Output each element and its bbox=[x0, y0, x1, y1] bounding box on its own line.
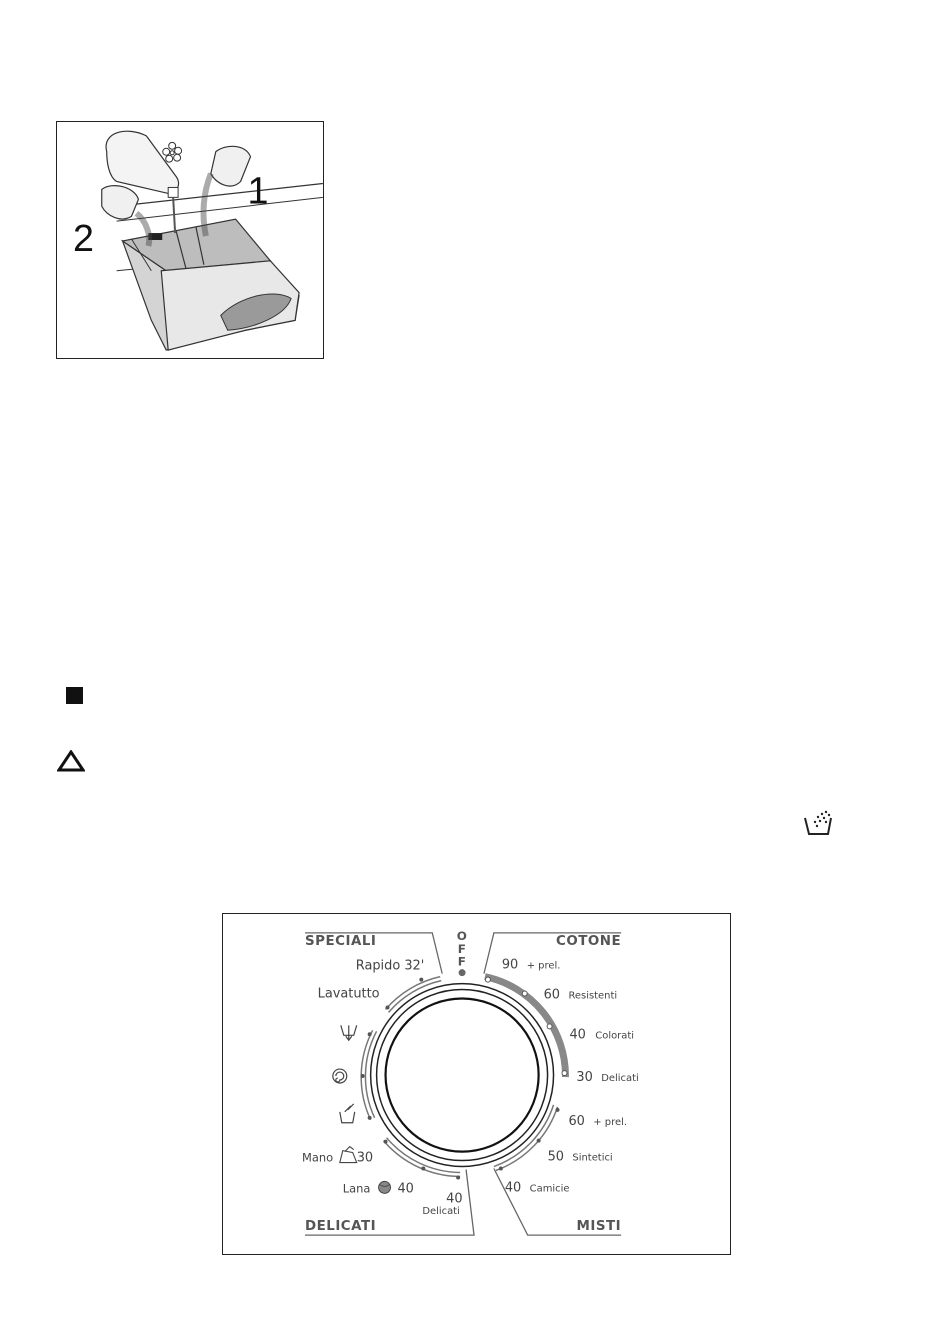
program-lana-name: Lana bbox=[342, 1181, 371, 1196]
cotone-60-name: Resistenti bbox=[568, 990, 618, 1002]
program-delicati-name: Delicati bbox=[422, 1206, 460, 1218]
off-letter-f1: F bbox=[457, 941, 467, 956]
program-mano-temp: 30 bbox=[356, 1150, 374, 1166]
programme-selector-panel bbox=[222, 913, 731, 1255]
section-misti: MISTI bbox=[576, 1219, 622, 1235]
misti-40-temp: 40 bbox=[504, 1180, 522, 1196]
program-lavatutto: Lavatutto bbox=[317, 986, 380, 1002]
program-lana-temp: 40 bbox=[397, 1181, 414, 1197]
section-delicati: DELICATI bbox=[305, 1219, 377, 1235]
spin-icon bbox=[333, 1069, 347, 1083]
cotone-60-temp: 60 bbox=[543, 987, 561, 1003]
compartment-label-1: 1 bbox=[247, 169, 269, 212]
section-speciali: SPECIALI bbox=[305, 933, 377, 949]
softener-flower-icon bbox=[163, 142, 182, 162]
cotone-40-name: Colorati bbox=[595, 1030, 635, 1042]
cotone-40-temp: 40 bbox=[569, 1027, 586, 1043]
detergent-drawer-figure bbox=[56, 121, 324, 359]
misti-50-temp: 50 bbox=[547, 1149, 565, 1165]
detergent-drawer-illustration bbox=[57, 122, 323, 358]
compartment-label-2: 2 bbox=[72, 216, 94, 259]
programme-knob[interactable] bbox=[386, 999, 539, 1152]
section-cotone: COTONE bbox=[556, 933, 622, 949]
off-letter-f2: F bbox=[457, 954, 467, 969]
programme-dial-diagram bbox=[223, 914, 730, 1254]
misti-60-temp: 60 bbox=[568, 1113, 585, 1129]
cotone-30-temp: 30 bbox=[576, 1070, 593, 1086]
off-position-dot bbox=[459, 969, 466, 976]
info-square-icon bbox=[66, 687, 83, 704]
wool-icon bbox=[379, 1181, 391, 1193]
hand-wash-icon bbox=[340, 1147, 357, 1163]
rinse-icon bbox=[340, 1104, 355, 1123]
program-delicati-temp: 40 bbox=[446, 1191, 463, 1207]
warning-triangle-icon bbox=[57, 750, 85, 772]
rinse-tub-icon bbox=[802, 808, 834, 836]
drain-icon bbox=[341, 1025, 357, 1040]
misti-60-name: + prel. bbox=[593, 1116, 628, 1128]
cotone-30-name: Delicati bbox=[601, 1073, 639, 1085]
misti-50-name: Sintetici bbox=[572, 1152, 613, 1164]
cotone-90-name: + prel. bbox=[526, 960, 561, 972]
off-letter-o: O bbox=[456, 928, 468, 943]
program-mano-name: Mano bbox=[302, 1150, 334, 1165]
program-rapido: Rapido 32' bbox=[355, 958, 425, 974]
cotone-90-temp: 90 bbox=[501, 957, 519, 973]
misti-40-name: Camicie bbox=[529, 1183, 570, 1195]
